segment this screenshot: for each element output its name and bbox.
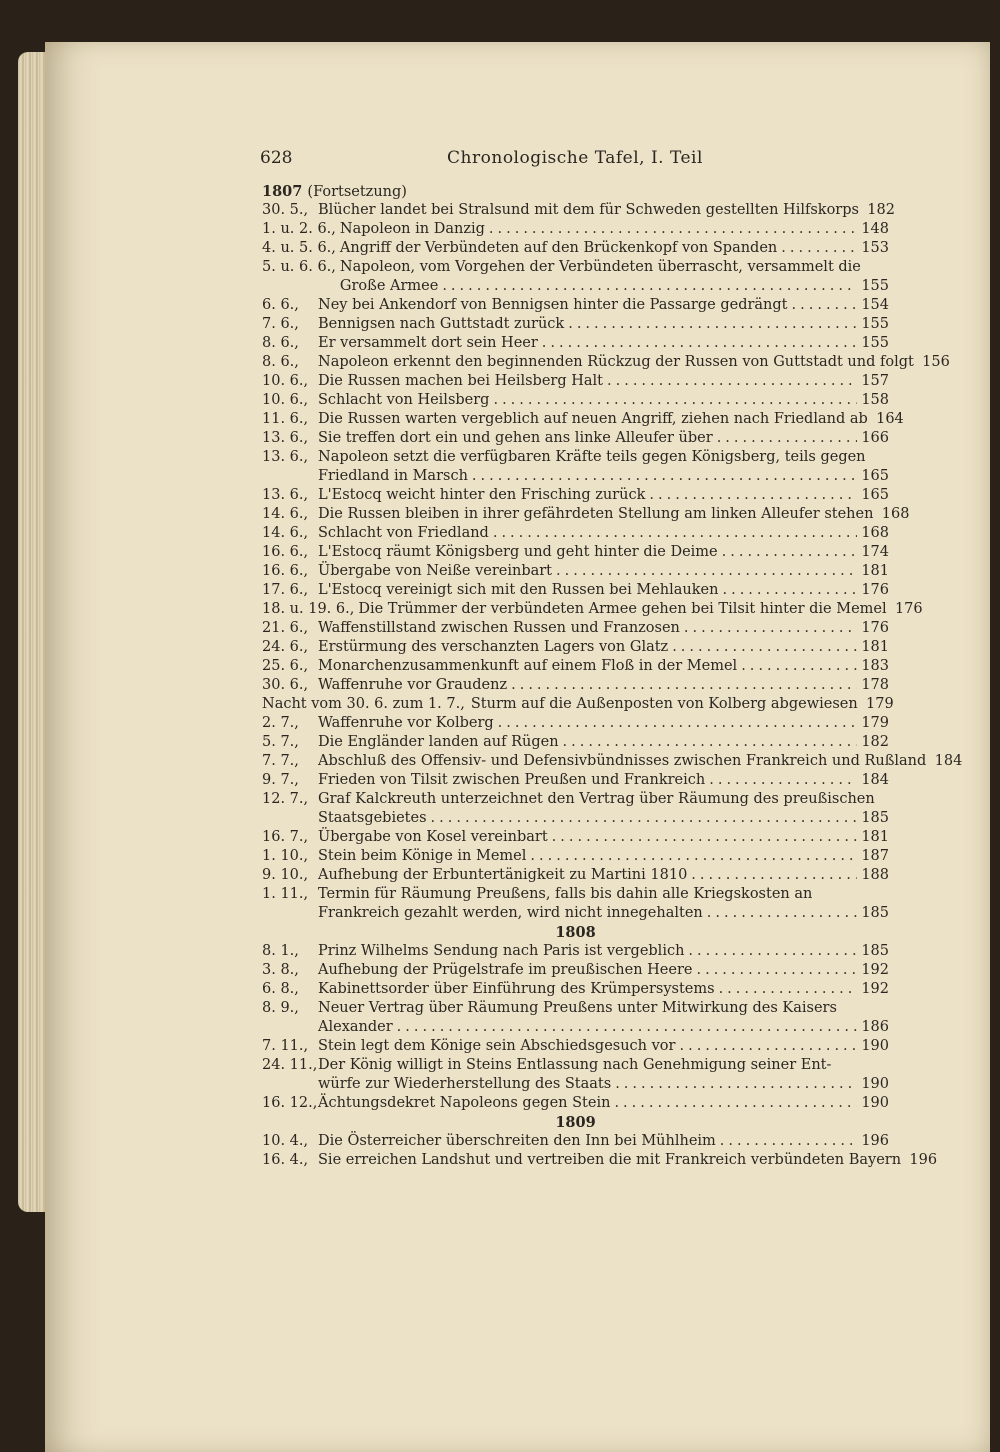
page-reference: 196 <box>909 1152 938 1168</box>
leader-dots <box>668 638 857 657</box>
entry-body <box>358 600 923 619</box>
entry-date: 1. 10., <box>262 848 309 864</box>
entry-text-line: Frieden von Tilsit zwischen Preußen und Frankreich <box>318 772 706 788</box>
entry-text-line: Sie erreichen Landshut und vertreiben die mit Frankreich verbündeten Bayern <box>318 1152 902 1168</box>
entry-date: 6. 6., <box>262 297 299 313</box>
leader-dots <box>692 961 857 980</box>
entry-text-line: Waffenruhe vor Graudenz <box>318 677 508 693</box>
entry-date: 16. 6., <box>262 544 309 560</box>
leader-dots <box>718 581 857 600</box>
chronology-entry <box>262 448 889 486</box>
entry-text-line: Die Trümmer der verbündeten Armee gehen bei Tilsit hinter die Memel <box>358 601 887 617</box>
entry-date: 18. u. 19. 6., <box>262 601 355 617</box>
entry-date: 11. 6., <box>262 411 309 427</box>
entry-date: 24. 11., <box>262 1057 318 1073</box>
chronology-entry <box>262 562 889 581</box>
entry-body <box>340 258 889 296</box>
page-reference: 164 <box>876 411 904 427</box>
entry-date: 13. 6., <box>262 487 309 503</box>
page-reference: 155 <box>861 335 889 351</box>
entry-text-line: Sie treffen dort ein und gehen ans linke Alleufer über <box>318 430 713 446</box>
page-reference: 190 <box>861 1095 889 1111</box>
entry-date: 9. 7., <box>262 772 299 788</box>
entry-text-line: Aufhebung der Erbuntertänigkeit zu Martini 1810 <box>318 867 688 883</box>
leader-dots <box>645 486 857 505</box>
chronology-entry <box>262 543 889 562</box>
entry-date: 7. 11., <box>262 1038 309 1054</box>
entry-text-line: Schlacht von Friedland <box>318 525 489 541</box>
entry-text-line: Napoleon in Danzig <box>339 221 485 237</box>
entry-date: 30. 5., <box>262 202 309 218</box>
entry-text-line: Übergabe von Neiße vereinbart <box>318 563 553 579</box>
chronology-entry <box>262 733 889 752</box>
entry-text-line: Kabinettsorder über Einführung des Krümpersystems <box>318 981 715 997</box>
chronology-entry <box>262 220 889 239</box>
chronology-entry <box>262 980 889 999</box>
entry-body <box>318 828 889 847</box>
chronology-table <box>262 182 963 1170</box>
entry-body <box>318 315 889 334</box>
chronology-entry <box>262 429 889 448</box>
leader-dots <box>788 296 857 315</box>
chronology-entry <box>262 714 889 733</box>
leader-dots <box>715 980 857 999</box>
chronology-entry <box>262 999 889 1037</box>
entry-body <box>318 1151 938 1170</box>
leader-dots <box>489 524 857 543</box>
year-label: 1807 <box>262 183 303 200</box>
leader-dots <box>603 372 857 391</box>
page-reference: 185 <box>861 943 889 959</box>
leader-dots <box>687 866 857 885</box>
leader-dots <box>552 562 857 581</box>
entry-date: 8. 1., <box>262 943 299 959</box>
entry-body <box>318 942 889 961</box>
entry-body <box>318 543 889 562</box>
page-reference: 192 <box>861 981 889 997</box>
entry-body <box>318 885 889 923</box>
entry-text-line: Die Österreicher überschreiten den Inn bei Mühlheim <box>318 1133 716 1149</box>
entry-body <box>318 999 889 1037</box>
page-reference: 165 <box>861 487 889 503</box>
entry-text-line: würfe zur Wiederherstellung des Staats <box>318 1076 612 1092</box>
page-reference: 155 <box>861 316 889 332</box>
entry-body <box>318 353 950 372</box>
entry-body <box>318 638 889 657</box>
entry-date: 14. 6., <box>262 525 309 541</box>
entry-date: 16. 6., <box>262 563 309 579</box>
entry-text-line: Übergabe von Kosel vereinbart <box>318 829 548 845</box>
page-reference: 187 <box>861 848 889 864</box>
entry-date: 17. 6., <box>262 582 309 598</box>
entry-body <box>318 372 889 391</box>
entry-text-line: Er versammelt dort sein Heer <box>318 335 538 351</box>
entry-text-line: Erstürmung des verschanzten Lagers von Glatz <box>318 639 669 655</box>
page-reference: 181 <box>861 829 889 845</box>
entry-text-line: L'Estocq räumt Königsberg und geht hinter die Deime <box>318 544 718 560</box>
chronology-entry <box>262 524 889 543</box>
entry-body <box>318 486 889 505</box>
entry-text-line: Blücher landet bei Stralsund mit dem für Schweden gestellten Hilfskorps <box>318 202 859 218</box>
entry-text-line: Die Russen warten vergeblich auf neuen Angriff, ziehen nach Friedland ab <box>318 411 868 427</box>
entry-date: 8. 9., <box>262 1000 299 1016</box>
chronology-entry <box>262 752 963 771</box>
chronology-entry <box>262 866 889 885</box>
entry-date: 3. 8., <box>262 962 299 978</box>
entry-date: 10. 4., <box>262 1133 309 1149</box>
page-reference: 176 <box>894 601 923 617</box>
chronology-entry <box>262 372 889 391</box>
leader-dots <box>494 714 857 733</box>
entry-body <box>318 1132 889 1151</box>
entry-body <box>318 866 889 885</box>
chronology-entry <box>262 619 889 638</box>
entry-body <box>470 695 894 714</box>
chronology-entry <box>262 695 894 714</box>
entry-date: 7. 7., <box>262 753 299 769</box>
leader-dots <box>610 1094 857 1113</box>
chronology-entry <box>262 1132 889 1151</box>
entry-text-line: Waffenruhe vor Kolberg <box>318 715 494 731</box>
entry-text-line: Abschluß des Offensiv- und Defensivbündnisses zwischen Frankreich und Rußland <box>318 753 927 769</box>
leader-dots <box>468 467 857 486</box>
entry-body <box>340 220 889 239</box>
entry-text-line: Prinz Wilhelms Sendung nach Paris ist vergeblich <box>318 943 685 959</box>
leader-dots <box>718 543 857 562</box>
chronology-entry <box>262 600 923 619</box>
chronology-entry <box>262 334 889 353</box>
entry-text-line: Schlacht von Heilsberg <box>318 392 490 408</box>
leader-dots <box>489 391 857 410</box>
leader-dots <box>393 1018 857 1037</box>
entry-body <box>318 334 889 353</box>
entry-body <box>318 752 963 771</box>
chronology-entry <box>262 1151 938 1170</box>
entry-body <box>318 961 889 980</box>
page-reference: 182 <box>867 202 895 218</box>
entry-text-line: Friedland in Marsch <box>318 468 468 484</box>
page-reference: 179 <box>861 715 889 731</box>
page-number: 628 <box>260 148 293 168</box>
entry-body <box>318 201 895 220</box>
page-reference: 190 <box>861 1076 889 1092</box>
entry-date: 5. 7., <box>262 734 299 750</box>
leader-dots <box>703 904 857 923</box>
entry-text-line: L'Estocq weicht hinter den Frisching zurück <box>318 487 646 503</box>
entry-date: 10. 6., <box>262 373 309 389</box>
entry-text-line: Staatsgebietes <box>318 810 427 826</box>
entry-text-line: Die Engländer landen auf Rügen <box>318 734 559 750</box>
entry-date: 8. 6., <box>262 335 299 351</box>
entry-date: 10. 6., <box>262 392 309 408</box>
chronology-entry <box>262 1056 889 1094</box>
entry-text-line: Ächtungsdekret Napoleons gegen Stein <box>318 1095 611 1111</box>
leader-dots <box>680 619 857 638</box>
chronology-entry <box>262 201 895 220</box>
entry-body <box>318 790 889 828</box>
chronology-entry <box>262 638 889 657</box>
entry-text-line: Frankreich gezahlt werden, wird nicht innegehalten <box>318 905 703 921</box>
entry-text-line: Graf Kalckreuth unterzeichnet den Vertrag über Räumung des preußischen <box>318 791 875 807</box>
leader-dots <box>559 733 857 752</box>
chronology-entry <box>262 410 904 429</box>
entry-text-line: Ney bei Ankendorf von Bennigsen hinter die Passarge gedrängt <box>318 297 788 313</box>
page-reference: 166 <box>861 430 889 446</box>
entry-date: 4. u. 5. 6., <box>262 240 336 256</box>
page-reference: 176 <box>861 620 889 636</box>
leader-dots <box>737 657 857 676</box>
entry-body <box>318 524 889 543</box>
entry-body <box>318 296 889 315</box>
entry-body <box>340 239 889 258</box>
entry-text-line: Angriff der Verbündeten auf den Brückenkopf von Spanden <box>339 240 778 256</box>
chronology-entry <box>262 771 889 790</box>
entry-body <box>318 410 904 429</box>
entry-text-line: Napoleon erkennt den beginnenden Rückzug der Russen von Guttstadt und folgt <box>318 354 914 370</box>
entry-body <box>318 581 889 600</box>
page-reference: 168 <box>881 506 910 522</box>
entry-text-line: Die Russen machen bei Heilsberg Halt <box>318 373 603 389</box>
entry-text-line: Termin für Räumung Preußens, falls bis dahin alle Kriegskosten an <box>318 886 813 902</box>
leader-dots <box>611 1075 857 1094</box>
page-reference: 176 <box>861 582 889 598</box>
page-reference: 196 <box>861 1133 889 1149</box>
entry-date: 16. 4., <box>262 1152 309 1168</box>
entry-body <box>318 448 889 486</box>
entry-text-line: Waffenstillstand zwischen Russen und Franzosen <box>318 620 680 636</box>
chronology-entry <box>262 296 889 315</box>
entry-body <box>318 391 889 410</box>
chronology-entry <box>262 942 889 961</box>
page-header <box>260 148 890 170</box>
page-reference: 185 <box>861 905 889 921</box>
page-reference: 165 <box>861 468 889 484</box>
chronology-entry <box>262 790 889 828</box>
page-reference: 154 <box>861 297 889 313</box>
entry-date: 16. 7., <box>262 829 309 845</box>
entry-date: 2. 7., <box>262 715 299 731</box>
entry-body <box>318 619 889 638</box>
entry-text-line: Napoleon, vom Vorgehen der Verbündeten überrascht, versammelt die <box>339 259 861 275</box>
page-reference: 179 <box>866 696 894 712</box>
entry-date: 1. 11., <box>262 886 309 902</box>
chronology-entry <box>262 657 889 676</box>
year-heading-start <box>262 182 889 201</box>
page-reference: 178 <box>861 677 889 693</box>
entry-date: 12. 7., <box>262 791 309 807</box>
page-reference: 185 <box>861 810 889 826</box>
entry-text-line: Der König willigt in Steins Entlassung nach Genehmigung seiner Ent- <box>318 1057 832 1073</box>
leader-dots <box>548 828 857 847</box>
entry-body <box>318 1056 889 1094</box>
entry-body <box>318 847 889 866</box>
entry-date: 13. 6., <box>262 449 309 465</box>
leader-dots <box>716 1132 857 1151</box>
page-reference: 153 <box>861 240 889 256</box>
leader-dots <box>507 676 857 695</box>
page-reference: 192 <box>861 962 889 978</box>
entry-body <box>318 676 889 695</box>
page-reference: 168 <box>861 525 889 541</box>
chronology-entry <box>262 239 889 258</box>
entry-date: 21. 6., <box>262 620 309 636</box>
entry-date: 30. 6., <box>262 677 309 693</box>
entry-text-line: Alexander <box>318 1019 393 1035</box>
entry-body <box>318 714 889 733</box>
page-reference: 148 <box>861 221 889 237</box>
chronology-entry <box>262 961 889 980</box>
entry-text-line: Bennigsen nach Guttstadt zurück <box>318 316 565 332</box>
chronology-entry <box>262 1094 889 1113</box>
page-reference: 181 <box>861 563 889 579</box>
entry-body <box>318 771 889 790</box>
chronology-entry <box>262 1037 889 1056</box>
entry-body <box>318 657 889 676</box>
entry-body <box>318 733 889 752</box>
entry-date: 8. 6., <box>262 354 299 370</box>
entry-date: 9. 10., <box>262 867 309 883</box>
leader-dots <box>564 315 857 334</box>
leader-dots <box>705 771 857 790</box>
entry-date: 16. 12., <box>262 1095 318 1111</box>
entry-date: 7. 6., <box>262 316 299 332</box>
entry-text-line: Die Russen bleiben in ihrer gefährdeten Stellung am linken Alleufer stehen <box>318 506 874 522</box>
leader-dots <box>438 277 857 296</box>
chronology-entry <box>262 391 889 410</box>
year-heading: 1808 <box>555 924 596 941</box>
chronology-entry <box>262 828 889 847</box>
page-reference: 184 <box>861 772 889 788</box>
page-reference: 157 <box>861 373 889 389</box>
chronology-entry <box>262 353 950 372</box>
entry-text-line: Neuer Vertrag über Räumung Preußens unter Mitwirkung des Kaisers <box>318 1000 837 1016</box>
leader-dots <box>777 239 857 258</box>
entry-text-line: Monarchenzusammenkunft auf einem Floß in der Memel <box>318 658 738 674</box>
chronology-entry <box>262 581 889 600</box>
chronology-entry <box>262 505 910 524</box>
entry-text-line: Stein legt dem Könige sein Abschiedsgesuch vor <box>318 1038 676 1054</box>
entry-date: Nacht vom 30. 6. zum 1. 7., <box>262 696 465 712</box>
page-reference: 158 <box>861 392 889 408</box>
leader-dots <box>675 1037 857 1056</box>
entry-text-line: Große Armee <box>339 278 439 294</box>
entry-date: 13. 6., <box>262 430 309 446</box>
leader-dots <box>684 942 857 961</box>
chronology-entry <box>262 885 889 923</box>
chronology-entry <box>262 258 889 296</box>
entry-text-line: Stein beim Könige in Memel <box>318 848 527 864</box>
chronology-entry <box>262 676 889 695</box>
continuation-note: (Fortsetzung) <box>307 184 407 200</box>
entry-date: 6. 8., <box>262 981 299 997</box>
entry-date: 14. 6., <box>262 506 309 522</box>
running-head: Chronologische Tafel, I. Teil <box>447 148 703 168</box>
chronology-entry <box>262 315 889 334</box>
entry-text-line: Napoleon setzt die verfügbaren Kräfte teils gegen Königsberg, teils gegen <box>318 449 866 465</box>
page-reference: 155 <box>861 278 889 294</box>
leader-dots <box>713 429 857 448</box>
leader-dots <box>526 847 857 866</box>
entry-text-line: Sturm auf die Außenposten von Kolberg abgewiesen <box>470 696 858 712</box>
entry-date: 24. 6., <box>262 639 309 655</box>
entry-text-line: L'Estocq vereinigt sich mit den Russen bei Mehlauken <box>318 582 719 598</box>
entry-body <box>318 980 889 999</box>
entry-date: 25. 6., <box>262 658 309 674</box>
page-reference: 184 <box>934 753 963 769</box>
page-reference: 182 <box>861 734 889 750</box>
page-reference: 186 <box>861 1019 889 1035</box>
leader-dots <box>485 220 857 239</box>
page-reference: 181 <box>861 639 889 655</box>
page-reference: 156 <box>922 354 950 370</box>
entry-text-line: Aufhebung der Prügelstrafe im preußischen Heere <box>318 962 693 978</box>
page-reference: 188 <box>861 867 889 883</box>
entry-date: 1. u. 2. 6., <box>262 221 336 237</box>
entry-body <box>318 1037 889 1056</box>
entry-body <box>318 562 889 581</box>
entry-date: 5. u. 6. 6., <box>262 259 336 275</box>
chronology-entry <box>262 847 889 866</box>
entry-body <box>318 429 889 448</box>
page-reference: 183 <box>861 658 889 674</box>
leader-dots <box>427 809 857 828</box>
page-reference: 190 <box>861 1038 889 1054</box>
chronology-entry <box>262 486 889 505</box>
year-heading: 1809 <box>555 1114 596 1131</box>
page-reference: 174 <box>861 544 889 560</box>
entry-body <box>318 1094 889 1113</box>
entry-body <box>318 505 910 524</box>
leader-dots <box>538 334 857 353</box>
